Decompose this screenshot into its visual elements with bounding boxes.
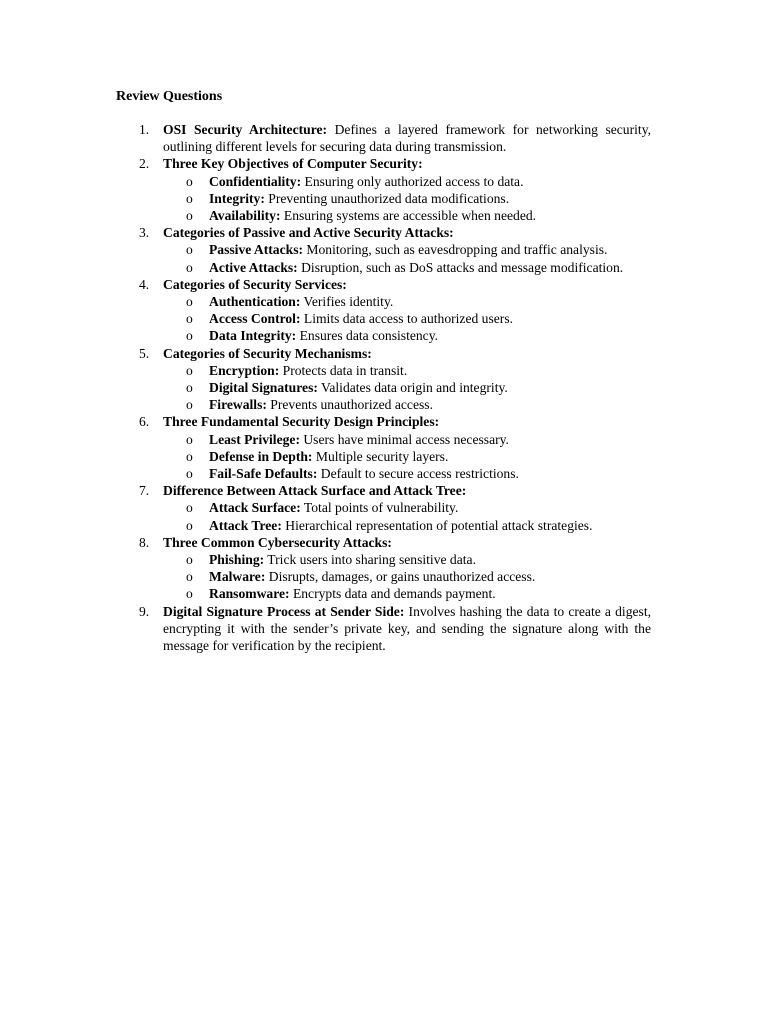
list-item xyxy=(163,241,651,258)
item-description: Users have minimal access necessary. xyxy=(299,431,509,447)
list-item xyxy=(163,448,651,465)
question-number: 8. xyxy=(139,534,150,550)
item-term: Integrity: xyxy=(209,190,265,206)
question-body: Defines a layered framework for networking security, outlining different levels for securing data during transmission. xyxy=(163,122,652,155)
question-number: 2. xyxy=(139,156,150,172)
list-item xyxy=(163,207,651,224)
item-description: Verifies identity. xyxy=(300,294,394,310)
page-heading: Review Questions xyxy=(116,89,223,104)
question-text xyxy=(163,482,651,499)
item-term: Attack Surface: xyxy=(209,500,301,516)
question-item xyxy=(116,603,651,655)
item-description: Total points of vulnerability. xyxy=(300,500,459,516)
bullet-icon: o xyxy=(186,294,193,310)
question-title: Categories of Passive and Active Security Attacks: xyxy=(163,225,454,241)
sub-list xyxy=(163,431,651,483)
item-term: Availability: xyxy=(209,208,281,224)
bullet-icon: o xyxy=(186,431,193,447)
list-item xyxy=(163,551,651,568)
item-term: Firewalls: xyxy=(209,397,267,413)
list-item xyxy=(163,173,651,190)
question-title: Difference Between Attack Surface and Attack Tree: xyxy=(163,483,467,499)
bullet-icon: o xyxy=(186,552,193,568)
item-term: Digital Signatures: xyxy=(209,380,318,396)
bullet-icon: o xyxy=(186,259,193,275)
bullet-icon: o xyxy=(186,466,193,482)
list-item xyxy=(163,431,651,448)
question-number: 6. xyxy=(139,414,150,430)
bullet-icon: o xyxy=(186,517,193,533)
question-number: 7. xyxy=(139,483,150,499)
item-description: Prevents unauthorized access. xyxy=(266,397,433,413)
bullet-icon: o xyxy=(186,397,193,413)
bullet-icon: o xyxy=(186,173,193,189)
item-description: Ensures data consistency. xyxy=(296,328,439,344)
question-text xyxy=(163,413,651,430)
list-item xyxy=(163,293,651,310)
list-item xyxy=(163,362,651,379)
item-description: Multiple security layers. xyxy=(312,448,449,464)
item-description: Trick users into sharing sensitive data. xyxy=(264,552,476,568)
item-description: Disruption, such as DoS attacks and message modification. xyxy=(297,259,624,275)
bullet-icon: o xyxy=(186,380,193,396)
item-term: Passive Attacks: xyxy=(209,242,304,258)
item-description: Ensuring systems are accessible when needed. xyxy=(280,208,537,224)
question-item xyxy=(116,276,651,345)
bullet-icon: o xyxy=(186,311,193,327)
item-description: Ensuring only authorized access to data. xyxy=(301,173,524,189)
question-title: Categories of Security Services: xyxy=(163,276,347,292)
question-text xyxy=(163,155,651,172)
list-item xyxy=(163,568,651,585)
question-text xyxy=(163,603,651,655)
bullet-icon: o xyxy=(186,328,193,344)
item-description: Validates data origin and integrity. xyxy=(317,380,508,396)
question-title: Three Common Cybersecurity Attacks: xyxy=(163,534,392,550)
list-item xyxy=(163,310,651,327)
bullet-icon: o xyxy=(186,242,193,258)
sub-list xyxy=(163,362,651,414)
sub-list xyxy=(163,499,651,533)
item-term: Active Attacks: xyxy=(209,259,298,275)
item-term: Encryption: xyxy=(209,362,280,378)
item-term: Malware: xyxy=(209,569,266,585)
question-text xyxy=(163,224,651,241)
question-item xyxy=(116,413,651,482)
question-number: 1. xyxy=(139,122,150,137)
question-title: OSI Security Architecture: xyxy=(163,122,328,137)
list-item xyxy=(163,190,651,207)
question-body: Involves hashing the data to create a digest, encrypting it with the sender’s private key, and sending the signature along with the message for verification by the recipient. xyxy=(163,603,652,654)
bullet-icon: o xyxy=(186,208,193,224)
list-item xyxy=(163,259,651,276)
bullet-icon: o xyxy=(186,500,193,516)
sub-list xyxy=(163,551,651,603)
question-title: Categories of Security Mechanisms: xyxy=(163,345,372,361)
review-questions-list xyxy=(116,121,651,654)
item-term: Attack Tree: xyxy=(209,517,282,533)
question-title: Digital Signature Process at Sender Side: xyxy=(163,603,405,619)
item-description: Limits data access to authorized users. xyxy=(300,311,514,327)
sub-list xyxy=(163,173,651,225)
item-term: Phishing: xyxy=(209,552,265,568)
item-description: Encrypts data and demands payment. xyxy=(289,586,496,602)
question-item xyxy=(116,224,651,276)
question-item xyxy=(116,534,651,603)
question-text xyxy=(163,121,651,155)
list-item xyxy=(163,585,651,602)
bullet-icon: o xyxy=(186,569,193,585)
question-number: 5. xyxy=(139,345,150,361)
item-term: Defense in Depth: xyxy=(209,448,313,464)
bullet-icon: o xyxy=(186,362,193,378)
question-number: 3. xyxy=(139,225,150,241)
question-title: Three Key Objectives of Computer Security: xyxy=(163,156,423,172)
question-item xyxy=(116,155,651,224)
bullet-icon: o xyxy=(186,448,193,464)
question-title: Three Fundamental Security Design Principles: xyxy=(163,414,440,430)
list-item xyxy=(163,499,651,516)
sub-list xyxy=(163,241,651,275)
list-item xyxy=(163,396,651,413)
item-description: Preventing unauthorized data modifications. xyxy=(264,190,510,206)
question-item xyxy=(116,482,651,534)
item-description: Protects data in transit. xyxy=(279,362,408,378)
question-item xyxy=(116,121,651,155)
item-description: Monitoring, such as eavesdropping and traffic analysis. xyxy=(303,242,608,258)
question-text xyxy=(163,534,651,551)
question-number: 9. xyxy=(139,603,150,619)
item-term: Fail-Safe Defaults: xyxy=(209,466,318,482)
item-description: Hierarchical representation of potential attack strategies. xyxy=(281,517,593,533)
bullet-icon: o xyxy=(186,586,193,602)
item-term: Confidentiality: xyxy=(209,173,302,189)
sub-list xyxy=(163,293,651,345)
question-item xyxy=(116,345,651,414)
item-term: Access Control: xyxy=(209,311,301,327)
question-number: 4. xyxy=(139,276,150,292)
list-item xyxy=(163,327,651,344)
item-description: Default to secure access restrictions. xyxy=(317,466,519,482)
item-term: Data Integrity: xyxy=(209,328,297,344)
item-description: Disrupts, damages, or gains unauthorized access. xyxy=(265,569,536,585)
item-term: Least Privilege: xyxy=(209,431,300,447)
list-item xyxy=(163,517,651,534)
question-text xyxy=(163,276,651,293)
list-item xyxy=(163,379,651,396)
item-term: Authentication: xyxy=(209,294,301,310)
bullet-icon: o xyxy=(186,190,193,206)
question-text xyxy=(163,345,651,362)
item-term: Ransomware: xyxy=(209,586,290,602)
list-item xyxy=(163,465,651,482)
